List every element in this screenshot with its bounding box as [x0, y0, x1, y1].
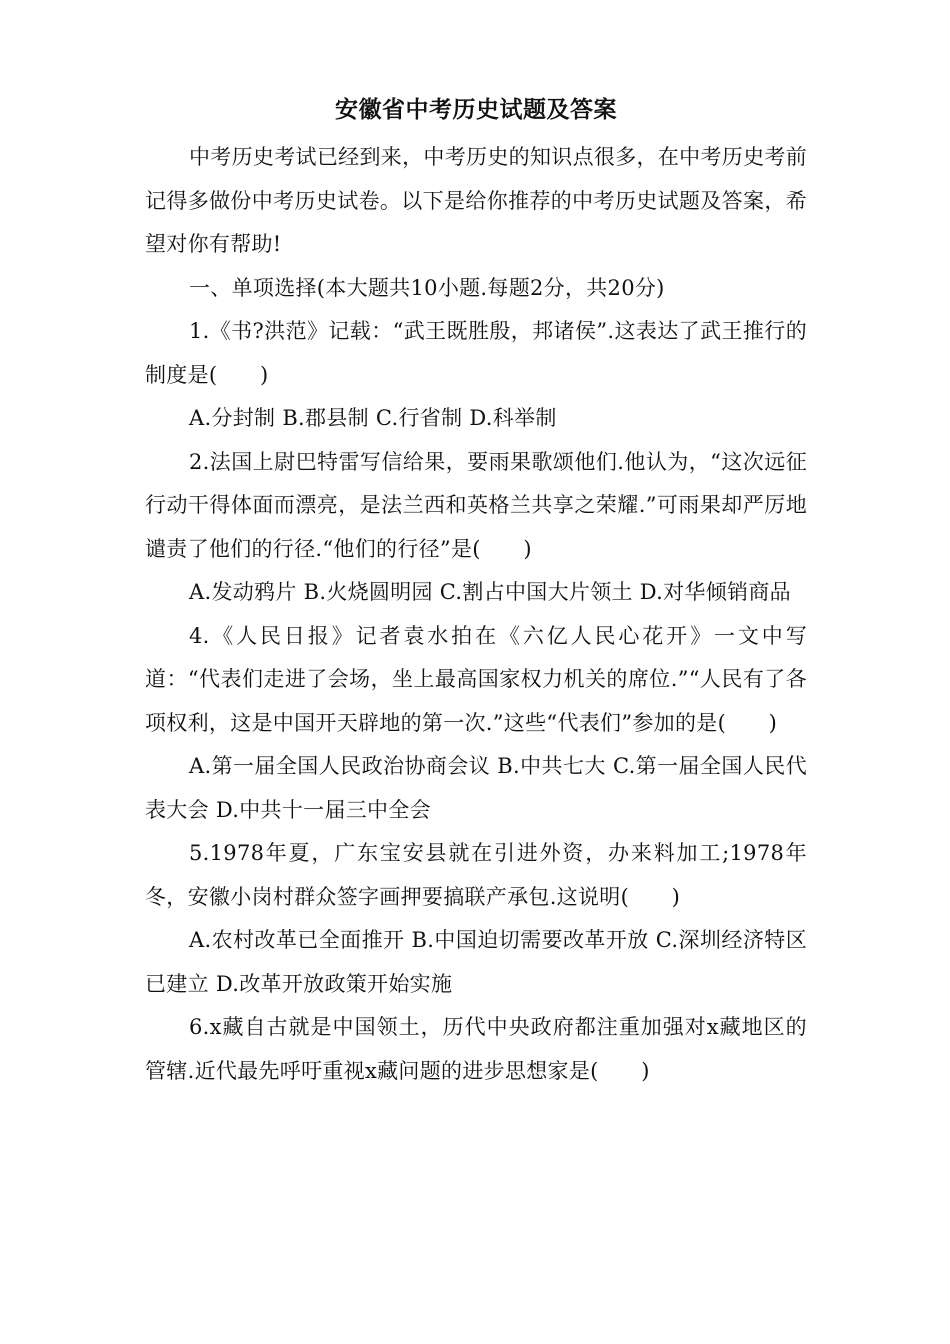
- question-6: 6.x藏自古就是中国领土，历代中央政府都注重加强对x藏地区的管辖.近代最先呼吁重视x藏问题的进步思想家是( ): [145, 1015, 807, 1083]
- question-4-options: A.第一届全国人民政治协商会议 B.中共七大 C.第一届全国人民代表大会 D.中共十一届三中全会: [145, 754, 807, 822]
- document-title: 安徽省中考历史试题及答案: [335, 97, 617, 123]
- section-heading: 一、单项选择(本大题共10小题.每题2分，共20分): [189, 275, 665, 300]
- question-5-options: A.农村改革已全面推开 B.中国迫切需要改革开放 C.深圳经济特区已建立 D.改革开放政策开始实施: [145, 928, 807, 996]
- question-2-options: A.发动鸦片 B.火烧圆明园 C.割占中国大片领土 D.对华倾销商品: [189, 580, 791, 604]
- intro-paragraph: 中考历史考试已经到来，中考历史的知识点很多，在中考历史考前记得多做份中考历史试卷。以下是给你推荐的中考历史试题及答案，希望对你有帮助!: [145, 145, 807, 256]
- question-2: 2.法国上尉巴特雷写信给果，要雨果歌颂他们.他认为，“这次远征行动干得体面而漂亮，是法兰西和英格兰共享之荣耀.”可雨果却严厉地谴责了他们的行径.“他们的行径”是( ): [145, 449, 807, 561]
- document-page: [145, 88, 807, 1093]
- question-5: 5.1978年夏，广东宝安县就在引进外资，办来料加工;1978年冬，安徽小岗村群众签字画押要搞联产承包.这说明( ): [145, 841, 807, 909]
- question-1-options: A.分封制 B.郡县制 C.行省制 D.科举制: [189, 406, 557, 430]
- question-4: 4.《人民日报》记者袁水拍在《六亿人民心花开》一文中写道：“代表们走进了会场，坐上最高国家权力机关的席位.”“人民有了各项权利，这是中国开天辟地的第一次.”这些“代表们”参加的是( ): [145, 623, 807, 735]
- question-1: 1.《书?洪范》记载：“武王既胜殷，邦诸侯”.这表达了武王推行的制度是( ): [145, 319, 807, 387]
